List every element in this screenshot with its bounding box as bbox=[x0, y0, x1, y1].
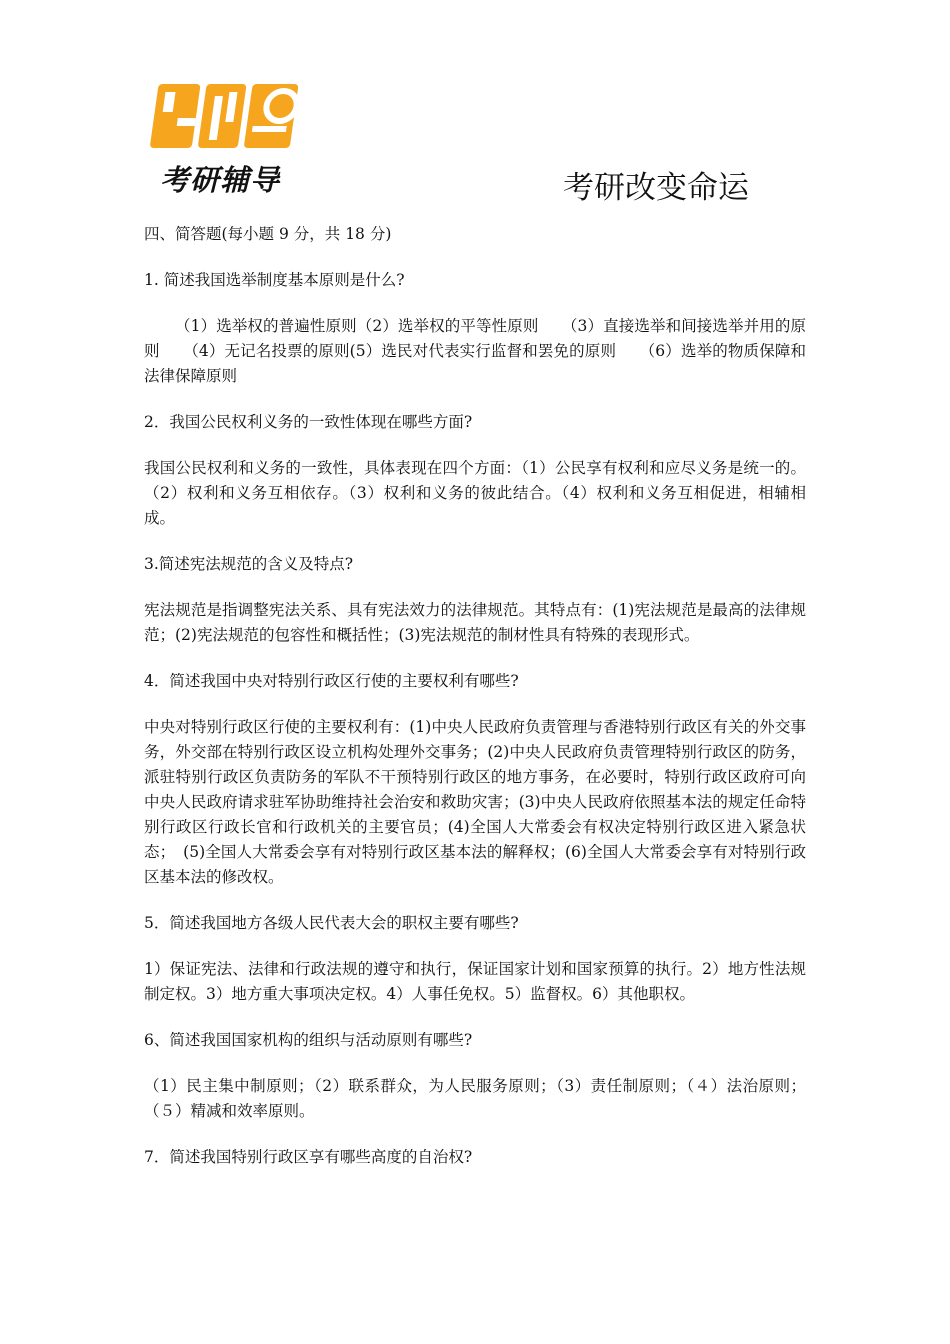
question-3: 3.简述宪法规范的含义及特点? bbox=[144, 555, 354, 573]
logo bbox=[150, 78, 300, 196]
question-1: 1. 简述我国选举制度基本原则是什么? bbox=[144, 271, 405, 289]
answer-6: （1）民主集中制原则；（2）联系群众，为人民服务原则；（3）责任制原则；（４）法治原则；（５）精减和效率原则。 bbox=[144, 1077, 806, 1120]
brand-logo-mark bbox=[149, 78, 302, 156]
slogan: 考研改变命运 bbox=[563, 170, 749, 206]
answer-5: 1）保证宪法、法律和行政法规的遵守和执行，保证国家计划和国家预算的执行。2）地方性法规制定权。3）地方重大事项决定权。4）人事任免权。5）监督权。6）其他职权。 bbox=[144, 960, 806, 1003]
section-title: 四、简答题(每小题 9 分，共 18 分) bbox=[144, 225, 392, 243]
question-4: 4．简述我国中央对特别行政区行使的主要权利有哪些? bbox=[144, 672, 519, 690]
document-body bbox=[144, 222, 806, 1170]
answer-4: 中央对特别行政区行使的主要权利有：(1)中央人民政府负责管理与香港特别行政区有关的外交事务，外交部在特别行政区设立机构处理外交事务；(2)中央人民政府负责管理特别行政区的防务，派驻特别行政区负责防务的军队不干预特别行政区的地方事务，在必要时，特别行政区政府可向中央人民政府请求驻军协助维持社会治安和救助灾害；(3)中央人民政府依照基本法的规定任命特别行政区行政长官和行政机关的主要官员；(4)全国人大常委会有权决定特别行政区进入紧急状态； (5)全国人大常委会享有对特别行政区基本法的解释权；(6)全国人大常委会享有对特别行政区基本法的修改权。 bbox=[144, 718, 806, 886]
question-7: 7．简述我国特别行政区享有哪些高度的自治权? bbox=[144, 1148, 473, 1166]
question-2: 2．我国公民权利义务的一致性体现在哪些方面? bbox=[144, 413, 473, 431]
answer-3: 宪法规范是指调整宪法关系、具有宪法效力的法律规范。其特点有：(1)宪法规范是最高的法律规范；(2)宪法规范的包容性和概括性；(3)宪法规范的制材性具有特殊的表现形式。 bbox=[144, 601, 806, 644]
logo-text: 考研辅导 bbox=[160, 163, 281, 197]
answer-2: 我国公民权利和义务的一致性，具体表现在四个方面：（1）公民享有权利和应尽义务是统一的。（2）权利和义务互相依存。（3）权利和义务的彼此结合。（4）权利和义务互相促进，相辅相成。 bbox=[144, 459, 806, 527]
question-6: 6、简述我国国家机构的组织与活动原则有哪些? bbox=[144, 1031, 473, 1049]
answer-1: （1）选举权的普遍性原则（2）选举权的平等性原则 （3）直接选举和间接选举并用的原则 （4）无记名投票的原则(5）选民对代表实行监督和罢免的原则 （6）选举的物质保障和法律保障原则 bbox=[144, 317, 806, 385]
question-5: 5．简述我国地方各级人民代表大会的职权主要有哪些? bbox=[144, 914, 519, 932]
